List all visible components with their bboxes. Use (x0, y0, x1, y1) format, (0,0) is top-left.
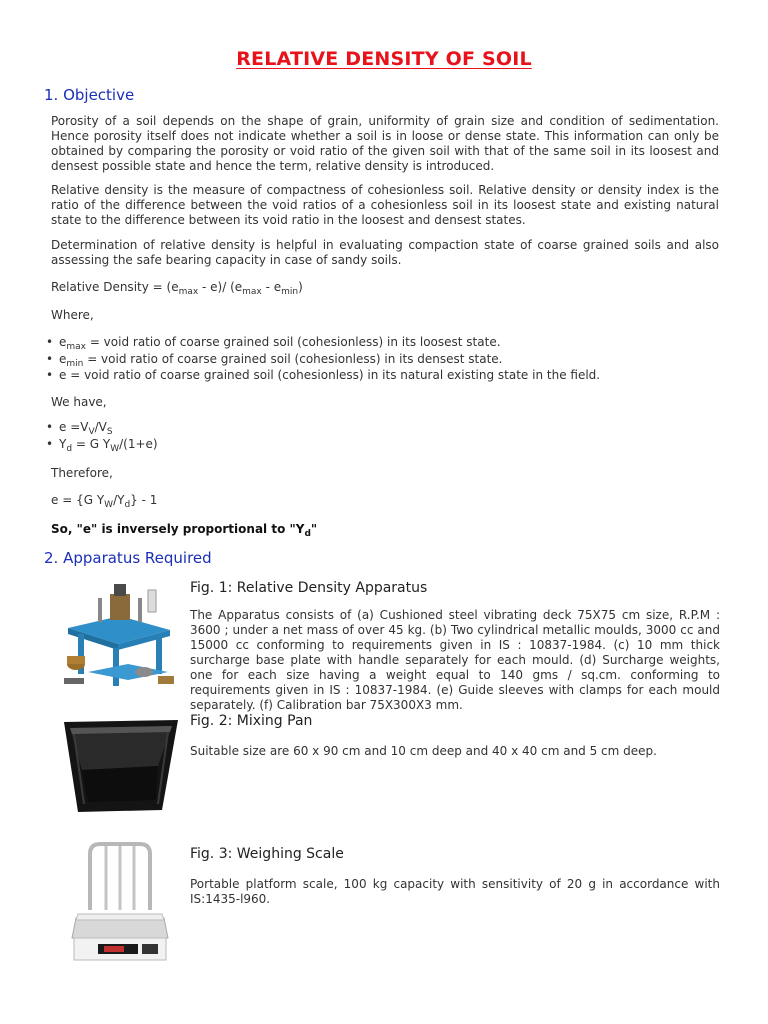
fig3-title: Fig. 3: Weighing Scale (190, 846, 344, 862)
therefore-label: Therefore, (51, 466, 113, 480)
page-title: RELATIVE DENSITY OF SOIL (236, 48, 532, 70)
relation-item: • $Y_d = G$ $Y_W/(1+e)$ (46, 437, 158, 454)
fig2-description: Suitable size are 60 x 90 cm and 10 cm deep and 40 x 40 cm and 5 cm deep. (190, 744, 657, 758)
relation-item: • $e =V_V/V_S$ (46, 420, 113, 437)
objective-paragraph-1: Porosity of a soil depends on the shape of grain, uniformity of grain size and condition of sedimentation. Hence porosity itself does not indicate whether a soil is in loose or dense state. This information can only be obtained by comparing the porosity or void ratio of the given soil with that of the same soil in its loosest and densest possible state and hence the term, relative density is introduced. (51, 114, 719, 173)
fig2-title: Fig. 2: Mixing Pan (190, 713, 313, 729)
objective-paragraph-3: Determination of relative density is helpful in evaluating compaction state of coarse grained soils and also assessing the safe bearing capacity in case of sandy soils. (51, 238, 719, 267)
void-ratio-equation: e = {G $Y_W/Y_d\} - 1$ (51, 493, 158, 510)
definition-item: • $e_{min}$ = void ratio of coarse grained soil (cohesionless) in its densest state. (46, 352, 503, 369)
fig3-description: Portable platform scale, 100 kg capacity with sensitivity of 20 g in accordance with IS:1435-l960. (190, 877, 720, 906)
definition-item: • $e_{max}$ = void ratio of coarse grained soil (cohesionless) in its loosest state. (46, 335, 501, 352)
fig1-description: The Apparatus consists of (a) Cushioned steel vibrating deck 75X75 cm size, R.P.M : 3600 ; under a net mass of over 45 kg. (b) Two cylindrical metallic moulds, 3000 cc and 15000 cc conforming to requirements given in IS : 10837-1984. (c) 10 mm thick surcharge base plate with handle separately for each mould. (d) Surcharge weights, one for each size having a weight equal to 140 gms / sq.cm. conforming to requirements given in IS : 10837-1984. (e) Guide sleeves with clamps for each mould separately. (f) Calibration bar 75X300X3 mm. (190, 608, 720, 712)
definition-item: • e = void ratio of coarse grained soil (cohesionless) in its natural existing state in the field. (46, 368, 601, 382)
weighing-scale-image (70, 840, 170, 968)
objective-paragraph-2: Relative density is the measure of compactness of cohesionless soil. Relative density or density index is the ratio of the difference between the void ratios of a cohesionless soil in its loosest state and existing natural state to the difference between its void ratio in the loosest and densest states. (51, 183, 719, 227)
mixing-pan-image (60, 714, 182, 818)
we-have-label: We have, (51, 395, 107, 409)
relative-density-formula: Relative Density = $(e_{max} - e)/$ $(e_{max} - e_{min})$ (51, 280, 303, 297)
section-heading-objective: 1. Objective (44, 86, 135, 104)
conclusion-statement: So, "e" is inversely proportional to "$Y_d$" (51, 522, 318, 539)
section-heading-apparatus: 2. Apparatus Required (44, 549, 212, 567)
fig1-title: Fig. 1: Relative Density Apparatus (190, 580, 428, 596)
relative-density-apparatus-image (58, 580, 178, 692)
where-label: Where, (51, 308, 94, 322)
